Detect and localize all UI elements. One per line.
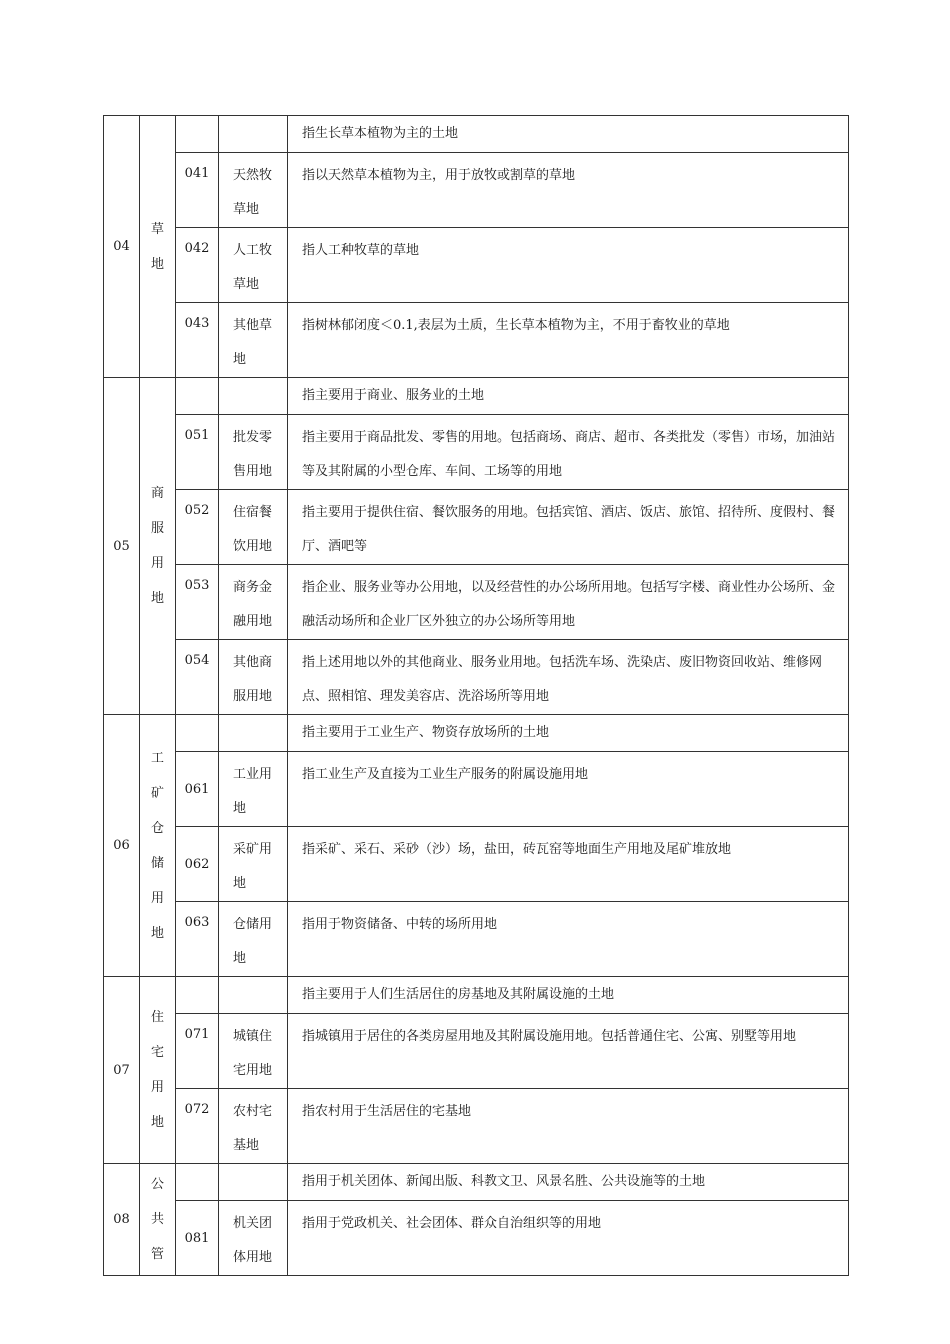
empty-cell [176,378,219,415]
sub-name: 工业用地 [219,752,288,827]
group-name [140,1164,176,1276]
table-row [104,1201,849,1276]
sub-code: 081 [176,1201,219,1276]
table-row [104,415,849,490]
empty-cell [176,977,219,1014]
group-name-char: 服 [150,521,164,536]
sub-code: 061 [176,752,219,827]
table-row [104,303,849,378]
sub-description: 指用于物资储备、中转的场所用地 [288,902,849,977]
table-row [104,1014,849,1089]
sub-description: 指人工种牧草的草地 [288,228,849,303]
group-name [140,715,176,977]
group-name-char: 工 [150,750,164,766]
group-code: 04 [104,116,140,378]
sub-description: 指用于党政机关、社会团体、群众自治组织等的用地 [288,1201,849,1276]
empty-cell [176,116,219,153]
group-name [140,116,176,378]
sub-name: 其他商服用地 [219,640,288,715]
sub-code: 053 [176,565,219,640]
group-name-char: 用 [150,556,164,571]
group-name-char: 地 [150,256,164,272]
group-code: 07 [104,977,140,1164]
sub-code: 063 [176,902,219,977]
sub-description: 指以天然草本植物为主，用于放牧或割草的草地 [288,153,849,228]
sub-code: 071 [176,1014,219,1089]
sub-code: 052 [176,490,219,565]
empty-cell [176,715,219,752]
sub-name: 商务金融用地 [219,565,288,640]
sub-code: 042 [176,228,219,303]
land-use-classification-table [103,115,849,1276]
group-code: 08 [104,1164,140,1276]
group-name-char: 宅 [150,1045,164,1060]
sub-description: 指企业、服务业等办公用地，以及经营性的办公场所用地。包括写字楼、商业性办公场所、金融活动场所和企业厂区外独立的办公场所等用地 [288,565,849,640]
table-row [104,640,849,715]
sub-code: 051 [176,415,219,490]
group-header-row [104,715,849,752]
sub-name: 人工牧草地 [219,228,288,303]
table-row [104,153,849,228]
sub-name: 农村宅基地 [219,1089,288,1164]
group-name-char: 草 [150,221,164,237]
group-header-row [104,977,849,1014]
sub-description: 指上述用地以外的其他商业、服务业用地。包括洗车场、洗染店、废旧物资回收站、维修网点、照相馆、理发美容店、洗浴场所等用地 [288,640,849,715]
group-description: 指主要用于人们生活居住的房基地及其附属设施的土地 [288,977,849,1014]
sub-name: 机关团体用地 [219,1201,288,1276]
table-row [104,1089,849,1164]
group-name-char: 用 [150,890,164,906]
group-code: 05 [104,378,140,715]
group-header-row [104,1164,849,1201]
table-row [104,490,849,565]
table-row [104,902,849,977]
group-header-row [104,116,849,153]
sub-code: 043 [176,303,219,378]
sub-name: 批发零售用地 [219,415,288,490]
sub-name: 天然牧草地 [219,153,288,228]
empty-cell [176,1164,219,1201]
group-name-char: 管 [150,1247,164,1262]
sub-code: 072 [176,1089,219,1164]
group-name [140,378,176,715]
group-description: 指主要用于工业生产、物资存放场所的土地 [288,715,849,752]
empty-cell [219,116,288,153]
sub-name: 仓储用地 [219,902,288,977]
empty-cell [219,378,288,415]
group-name-char: 公 [150,1177,164,1192]
group-description: 指主要用于商业、服务业的土地 [288,378,849,415]
empty-cell [219,977,288,1014]
group-description: 指生长草本植物为主的土地 [288,116,849,153]
group-name-char: 共 [150,1212,164,1227]
group-name-char: 仓 [150,820,164,836]
group-name-char: 储 [150,855,164,871]
group-name-char: 地 [150,591,164,606]
group-name-char: 地 [150,925,164,941]
sub-name: 其他草地 [219,303,288,378]
sub-description: 指采矿、采石、采砂（沙）场，盐田，砖瓦窑等地面生产用地及尾矿堆放地 [288,827,849,902]
group-description: 指用于机关团体、新闻出版、科教文卫、风景名胜、公共设施等的土地 [288,1164,849,1201]
group-name-char: 地 [150,1115,164,1130]
group-name-char: 住 [150,1010,164,1025]
empty-cell [219,715,288,752]
table-row [104,228,849,303]
sub-name: 住宿餐饮用地 [219,490,288,565]
sub-description: 指主要用于提供住宿、餐饮服务的用地。包括宾馆、酒店、饭店、旅馆、招待所、度假村、餐厅、酒吧等 [288,490,849,565]
sub-description: 指树林郁闭度＜0.1,表层为土质，生长草本植物为主，不用于畜牧业的草地 [288,303,849,378]
group-header-row [104,378,849,415]
sub-code: 054 [176,640,219,715]
group-name [140,977,176,1164]
sub-code: 062 [176,827,219,902]
empty-cell [219,1164,288,1201]
table-row [104,752,849,827]
sub-name: 采矿用地 [219,827,288,902]
sub-description: 指城镇用于居住的各类房屋用地及其附属设施用地。包括普通住宅、公寓、别墅等用地 [288,1014,849,1089]
sub-description: 指工业生产及直接为工业生产服务的附属设施用地 [288,752,849,827]
sub-code: 041 [176,153,219,228]
group-name-char: 商 [150,486,164,501]
group-name-char: 用 [150,1080,164,1095]
group-name-char: 矿 [150,785,164,801]
table-row [104,827,849,902]
sub-description: 指主要用于商品批发、零售的用地。包括商场、商店、超市、各类批发（零售）市场，加油站等及其附属的小型仓库、车间、工场等的用地 [288,415,849,490]
table-row [104,565,849,640]
sub-description: 指农村用于生活居住的宅基地 [288,1089,849,1164]
group-code: 06 [104,715,140,977]
sub-name: 城镇住宅用地 [219,1014,288,1089]
